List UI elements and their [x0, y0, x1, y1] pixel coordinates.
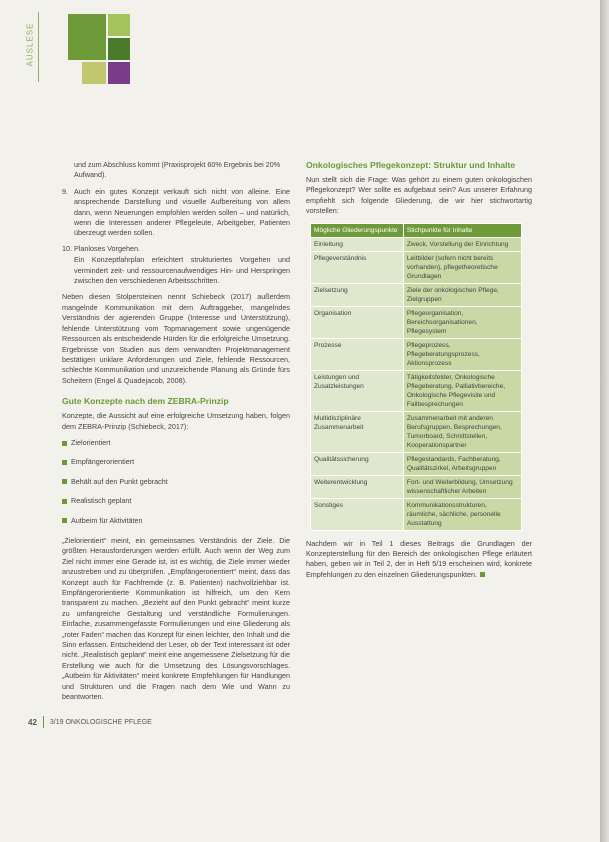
content-cell: Ziele der onkologischen Pflege, Zielgruppen: [403, 283, 521, 306]
outro-paragraph: Nachdem wir in Teil 1 dieses Beitrags die Grundlagen der Konzepterstellung für den Bereich der onkologischen Pflege erläutert haben, geben wir in Teil 2, der in Heft 5/19 erscheinen wird, konkrete Empfehlungen zu den einzelnen Gliederungspunkten.: [306, 538, 532, 579]
item10-continuation: Ein Konzeptfahrplan erleichtert strukturiertes Vorgehen und vermindert zeit- und ressourcenaufwendiges Hin- und Herspringen zwischen den verschiedenen Arbeitsschritten.: [74, 255, 290, 286]
olive-block: [82, 62, 106, 84]
list-item-10: [62, 244, 290, 254]
journal-name: 3/19 ONKOLOGISCHE PFLEGE: [49, 718, 152, 726]
purple-block: [108, 62, 130, 84]
table-body: [311, 237, 522, 530]
item-number: 9.: [62, 186, 68, 196]
content-cell: Kommunikationsstrukturen, räumliche, sächliche, personelle Ausstattung: [403, 498, 521, 530]
left-column: [62, 160, 290, 708]
content-cell: Zweck, Vorstellung der Einrichtung: [403, 237, 521, 251]
bullet-square-icon: [62, 479, 67, 484]
table-row: [311, 237, 522, 251]
table-row: [311, 338, 522, 370]
outline-table: [310, 223, 522, 531]
table-row: [311, 306, 522, 338]
content-cell: Leitbilder (sofern nicht bereits vorhanden), pflegetheoretische Grundlagen: [403, 251, 521, 283]
outline-point-cell: Einleitung: [311, 237, 404, 251]
table-row: [311, 475, 522, 498]
outline-point-cell: Organisation: [311, 306, 404, 338]
body-paragraph: Neben diesen Stolpersteinen nennt Schiebeck (2017) außerdem mangelnde Kommunikation mit dem Auftraggeber, mangelndes Verständnis der agierenden Gruppe (Interesse und Unterstützung), fehlende Unterstützung vom Topmanagement sowie ungenügende Ressourcen als entscheidende Hürden für die erfolgreiche Umsetzung. Ergebnisse von Studien aus dem verwandten Projektmanagement bestätigen unklare Anforderungen und Ziele, fehlende Ressourcen, schlechte Kommunikation und unzureichende Planung als Gründe fürs Scheitern (Engel & Quadejacob, 2008).: [62, 292, 290, 385]
zebra-intro: Konzepte, die Aussicht auf eine erfolgreiche Umsetzung haben, folgen dem ZEBRA-Prinzip (Schiebeck, 2017):: [62, 411, 290, 431]
outline-point-cell: Multidisziplinäre Zusammenarbeit: [311, 411, 404, 452]
bullet-square-icon: [62, 460, 67, 465]
table-row: [311, 498, 522, 530]
list-item: Behält auf den Punkt gebracht: [62, 477, 290, 487]
bullet-square-icon: [62, 518, 67, 523]
content-cell: Pflegestandards, Fachberatung, Qualitätszirkel, Arbeitsgruppen: [403, 452, 521, 475]
table-row: [311, 283, 522, 306]
list-item: Autbeim für Aktivitäten: [62, 516, 290, 526]
outline-point-cell: Sonstiges: [311, 498, 404, 530]
outline-point-cell: Pflegeverständnis: [311, 251, 404, 283]
outline-point-cell: Qualitätssicherung: [311, 452, 404, 475]
content-cell: Tätigkeitsfelder, Onkologische Pflegeberatung, Palliativbereiche, Onkologische Pflegevisite und Fallbesprechungen: [403, 370, 521, 411]
intro-tail: und zum Abschluss kommt (Praxisprojekt 60% Ergebnis bei 20% Aufwand).: [74, 160, 281, 180]
column-header: Stichpunkte für Inhalte: [403, 223, 521, 237]
zebra-list: [62, 438, 290, 526]
footer-divider: [43, 716, 44, 728]
content-cell: Fort- und Weiterbildung, Umsetzung wissenschaftlicher Arbeiten: [403, 475, 521, 498]
page-number: 42: [28, 717, 37, 727]
content-cell: Pflegeprozess, Pflegeberatungsprozess, Aktionsprozess: [403, 338, 521, 370]
table-row: [311, 251, 522, 283]
list-item-9: [62, 187, 290, 239]
outline-point-cell: Leistungen und Zusatzleistungen: [311, 370, 404, 411]
page-edge-shadow: [600, 0, 609, 842]
outline-point-cell: Zielsetzung: [311, 283, 404, 306]
table-row: [311, 411, 522, 452]
bullet-square-icon: [62, 441, 67, 446]
list-item: Empfängerorientiert: [62, 457, 290, 467]
table-header-row: [311, 223, 522, 237]
list-item: Realistisch geplant: [62, 496, 290, 506]
bullet-square-icon: [62, 499, 67, 504]
content-cell: Pflegeorganisation, Bereichsorganisationen, Pflegesystem: [403, 306, 521, 338]
end-mark-icon: [480, 572, 485, 577]
darkgreen-block: [108, 38, 130, 60]
content-cell: Zusammenarbeit mit anderen Berufsgruppen, Besprechungen, Tumorboard, Schnittstellen, Kooperationspartner: [403, 411, 521, 452]
intro-paragraph: Nun stellt sich die Frage: Was gehört zu einem guten onkologischen Pflegekonzept? Wer sollte es aufgebaut sein? Aus unserer Erfahrung empfiehlt sich folgende Gliederung, die wir hier stichwortartig vorstellen:: [306, 175, 532, 216]
item-text: Planloses Vorgehen.: [74, 243, 140, 253]
table-row: [311, 452, 522, 475]
right-column: [306, 160, 532, 586]
page-footer: [28, 716, 152, 728]
section-tab-label: AUSLESE: [25, 22, 35, 67]
section-heading: Gute Konzepte nach dem ZEBRA-Prinzip: [62, 396, 229, 407]
closing-paragraph: „Zielorientiert“ meint, ein gemeinsames Verständnis der Ziele. Die größten Herausforderungen werden erfüllt. Auch wenn der Weg zum Ziel nicht immer eine Gerade ist, ist es wichtig, die Ziele immer wieder anzustreben und zu überprüfen. „Empfängerorientiert“ meint, dass das Konzept auch für Fachfremde (z. B. Patienten) nachvollziehbar ist. Empfängerorientierte Kommunikation ist hilfreich, um den Kern transparent zu machen. „Bezieht auf den Punkt gebracht“ meint kurze zu umfangreiche Gestaltung und verständliche Formulierungen. Einfache, zusammengefasste Formulierungen und eine Gliederung als „roter Faden“ machen das Konzept für einen leichter, den Inhalt und die Sinn erfassen. Entscheidend der Leser, ob der Text interessant ist oder nicht. „Realistisch geplant“ meint eine angemessene Zielsetzung für die Erstellung wie auch für die Umsetzung des Lösungsvorschlages. „Autbeim für Aktivitäten“ meint konkrete Empfehlungen für Handlungen und Strukturen und die Fragen nach dem Wie und Wann zu beantworten.: [62, 535, 290, 702]
item-text: Auch ein gutes Konzept verkauft sich nicht von alleine. Eine ansprechende Darstellung und visuelle Aufbereitung von allem dann, wenn Neuerungen empfohlen werden sollen – und natürlich, wenn die Interessen anderer Pflegeleute, Arbeitgeber, Patienten überzeugt werden sollen.: [74, 186, 290, 238]
section-heading: Onkologisches Pflegekonzept: Struktur und Inhalte: [306, 160, 516, 170]
list-item: Zielorientiert: [62, 438, 290, 448]
item-number: 10.: [62, 243, 72, 253]
table-row: [311, 370, 522, 411]
outline-point-cell: Weiterentwicklung: [311, 475, 404, 498]
outline-point-cell: Prozesse: [311, 338, 404, 370]
color-blocks-logo: [36, 12, 136, 82]
column-header: Mögliche Gliederungspunkte: [311, 223, 404, 237]
lightgreen-block: [108, 14, 130, 36]
green-block: [68, 14, 106, 60]
